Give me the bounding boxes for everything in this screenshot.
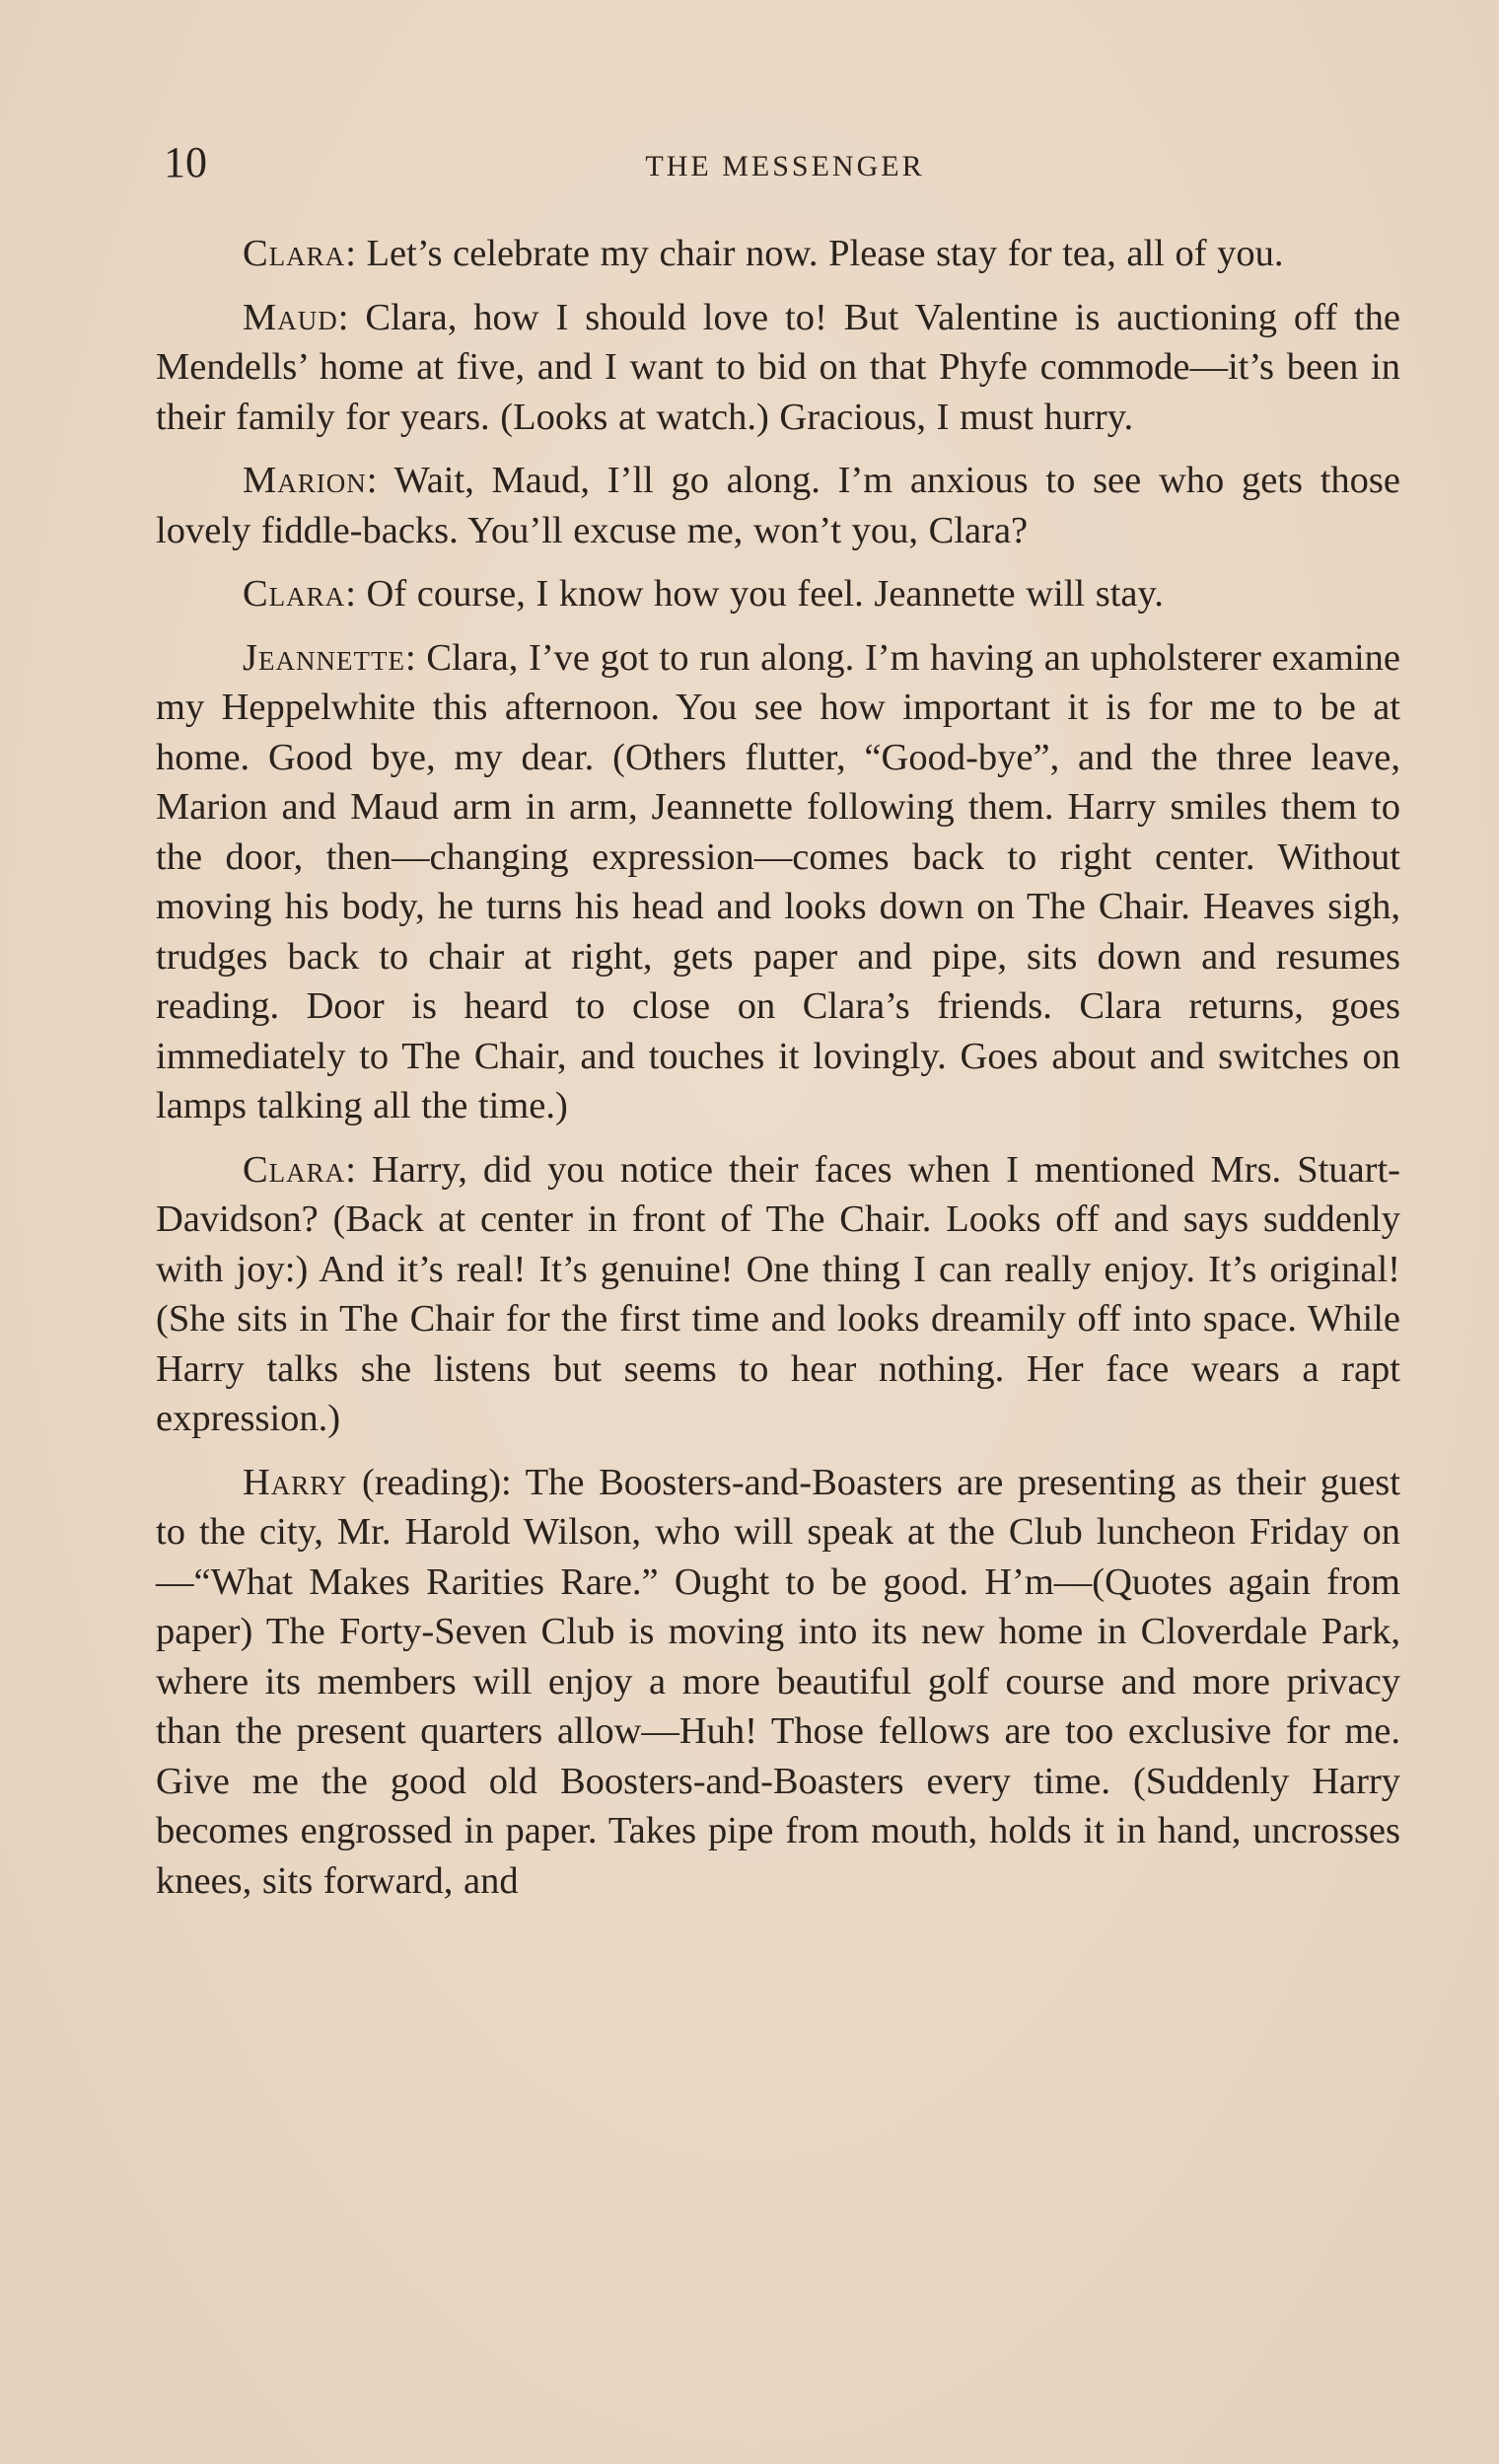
- dialogue-paragraph: [156, 1458, 1400, 1907]
- dialogue-paragraph: [156, 456, 1400, 555]
- running-head: [164, 133, 1406, 192]
- dialogue-paragraph: [156, 1145, 1400, 1444]
- speaker-name: Jeannette: [243, 636, 405, 679]
- speaker-name: Maud: [243, 296, 338, 338]
- play-text: [156, 229, 1400, 1920]
- dialogue-text: (reading): The Boosters-and-Boasters are presenting as their guest to the city, Mr. Harold Wilson, who will speak at the Club luncheon Friday on—“What Makes Rarities Rare.” Ought to be good. H’m—(Quotes again from paper) The Forty-Seven Club is moving into its new home in Cloverdale Park, where its members will enjoy a more beautiful golf course and more privacy than the present quarters allow—Huh! Those fellows are too exclusive for me. Give me the good old Boosters-and-Boasters every time. (Suddenly Harry becomes engrossed in paper. Takes pipe from mouth, holds it in hand, uncrosses knees, sits forward, and: [156, 1461, 1400, 1902]
- speaker-name: Marion: [243, 460, 367, 501]
- dialogue-text: : Clara, I’ve got to run along. I’m having an upholsterer examine my Heppelwhite this afternoon. You see how important it is for me to be at home. Good bye, my dear. (Others flutter, “Good-bye”, and the three leave, Marion and Maud arm in arm, Jeannette following them. Harry smiles them to the door, then—changing expression—comes back to right center. Without moving his body, he turns his head and looks down on The Chair. Heaves sigh, trudges back to chair at right, gets paper and pipe, sits down and resumes reading. Door is heard to close on Clara’s friends. Clara returns, goes immediately to The Chair, and touches it lovingly. Goes about and switches on lamps talking all the time.): [156, 636, 1400, 1126]
- journal-title: THE MESSENGER: [645, 150, 925, 182]
- speaker-name: Clara: [243, 1148, 346, 1191]
- dialogue-paragraph: [156, 633, 1400, 1131]
- dialogue-text: : Wait, Maud, I’ll go along. I’m anxious to see who gets those lovely fiddle-backs. You’ll excuse me, won’t you, Clara?: [156, 460, 1400, 551]
- dialogue-text: : Let’s celebrate my chair now. Please stay for tea, all of you.: [345, 233, 1284, 274]
- page-number: 10: [164, 138, 207, 186]
- speaker-name: Clara: [243, 233, 346, 274]
- dialogue-paragraph: [156, 293, 1400, 443]
- speaker-name: Clara: [243, 573, 346, 615]
- dialogue-paragraph: [156, 229, 1400, 279]
- dialogue-text: : Of course, I know how you feel. Jeannette will stay.: [345, 573, 1164, 615]
- speaker-name: Harry: [243, 1461, 348, 1503]
- dialogue-paragraph: [156, 569, 1400, 619]
- dialogue-text: : Clara, how I should love to! But Valentine is auctioning off the Mendells’ home at five, and I want to bid on that Phyfe commode—it’s been in their family for years. (Looks at watch.) Gracious, I must hurry.: [156, 296, 1400, 438]
- dialogue-text: : Harry, did you notice their faces when I mentioned Mrs. Stuart-Davidson? (Back at center in front of The Chair. Looks off and says suddenly with joy:) And it’s real! It’s genuine! One thing I can really enjoy. It’s original! (She sits in The Chair for the first time and looks dreamily off into space. While Harry talks she listens but seems to hear nothing. Her face wears a rapt expression.): [156, 1148, 1400, 1439]
